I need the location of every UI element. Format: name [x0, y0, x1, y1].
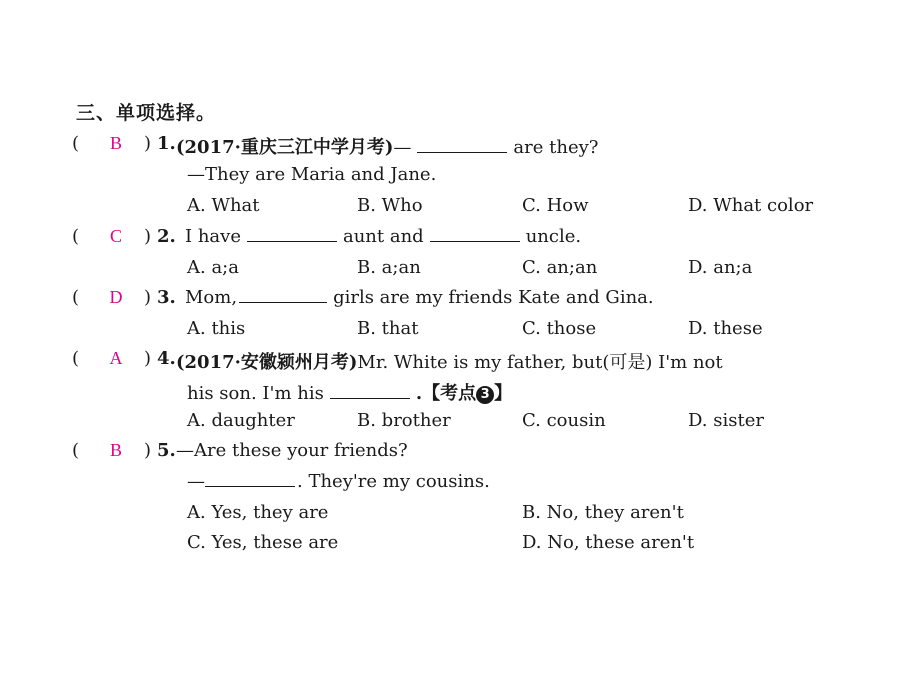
section-title: 三、单项选择。: [76, 102, 217, 124]
answer-blank: [205, 472, 295, 487]
paren-open: (: [72, 133, 80, 154]
question-stem-continued: —They are Maria and Jane.: [187, 164, 437, 185]
stem-text: his son. I'm his: [187, 383, 324, 404]
question-stem: [185, 287, 654, 308]
stem-text: uncle.: [525, 226, 582, 247]
question-number: 4.: [157, 348, 176, 369]
answer-blank: [430, 227, 520, 242]
answer-4: A: [109, 348, 123, 368]
question-number: 1.: [157, 133, 176, 154]
stem-text: —: [187, 471, 205, 492]
kaodian-bracket: 】: [494, 383, 513, 404]
stem-text: . They're my cousins.: [297, 471, 490, 492]
option-b: B. No, they aren't: [522, 502, 684, 523]
option-d: D. an;a: [688, 257, 753, 278]
paren-open: (: [72, 287, 80, 308]
question-stem: [185, 226, 581, 247]
question-number: 5.: [157, 440, 176, 461]
question-stem-continued: [187, 379, 512, 405]
answer-blank: [417, 138, 507, 153]
stem-text: I have: [185, 226, 241, 247]
paren-close: ): [144, 287, 152, 308]
option-c: C. those: [522, 318, 597, 339]
answer-1: B: [109, 133, 122, 153]
option-b: B. Who: [357, 195, 423, 216]
option-d: D. these: [688, 318, 763, 339]
option-a: A. daughter: [187, 410, 295, 431]
question-number: 2.: [157, 226, 176, 247]
question-stem: [176, 133, 598, 159]
paren-close: ): [144, 226, 152, 247]
paren-close: ): [144, 440, 152, 461]
stem-text: Mr. White is my father, but(可是) I'm not: [357, 352, 723, 373]
paren-open: (: [72, 440, 80, 461]
option-a: A. this: [187, 318, 246, 339]
option-a: A. a;a: [187, 257, 239, 278]
stem-text: aunt and: [342, 226, 424, 247]
stem-text: girls are my friends Kate and Gina.: [333, 287, 654, 308]
option-d: D. What color: [688, 195, 814, 216]
kaodian-label: .【考点: [415, 383, 477, 404]
option-a: A. What: [187, 195, 260, 216]
paren-open: (: [72, 348, 80, 369]
question-stem-continued: [187, 471, 490, 492]
stem-text: are they?: [513, 137, 599, 158]
option-c: C. an;an: [522, 257, 598, 278]
paren-open: (: [72, 226, 80, 247]
question-stem: [176, 348, 723, 374]
option-c: C. cousin: [522, 410, 606, 431]
stem-dash: —: [393, 137, 412, 158]
paren-close: ): [144, 348, 152, 369]
option-c: C. How: [522, 195, 589, 216]
question-number: 3.: [157, 287, 176, 308]
question-source: (2017·重庆三江中学月考): [176, 137, 394, 158]
answer-blank: [239, 288, 327, 303]
option-d: D. No, these aren't: [522, 532, 695, 553]
answer-3: D: [109, 287, 123, 307]
option-b: B. a;an: [357, 257, 421, 278]
answer-5: B: [109, 440, 122, 460]
stem-text: Mom,: [185, 287, 238, 308]
paren-close: ): [144, 133, 152, 154]
question-stem: —Are these your friends?: [176, 440, 408, 461]
circled-number-icon: 3: [476, 386, 494, 404]
question-source: (2017·安徽颍州月考): [176, 352, 358, 373]
answer-blank: [247, 227, 337, 242]
option-a: A. Yes, they are: [187, 502, 329, 523]
answer-blank: [330, 384, 410, 399]
option-b: B. that: [357, 318, 419, 339]
option-c: C. Yes, these are: [187, 532, 339, 553]
option-b: B. brother: [357, 410, 451, 431]
option-d: D. sister: [688, 410, 764, 431]
answer-2: C: [109, 226, 122, 246]
